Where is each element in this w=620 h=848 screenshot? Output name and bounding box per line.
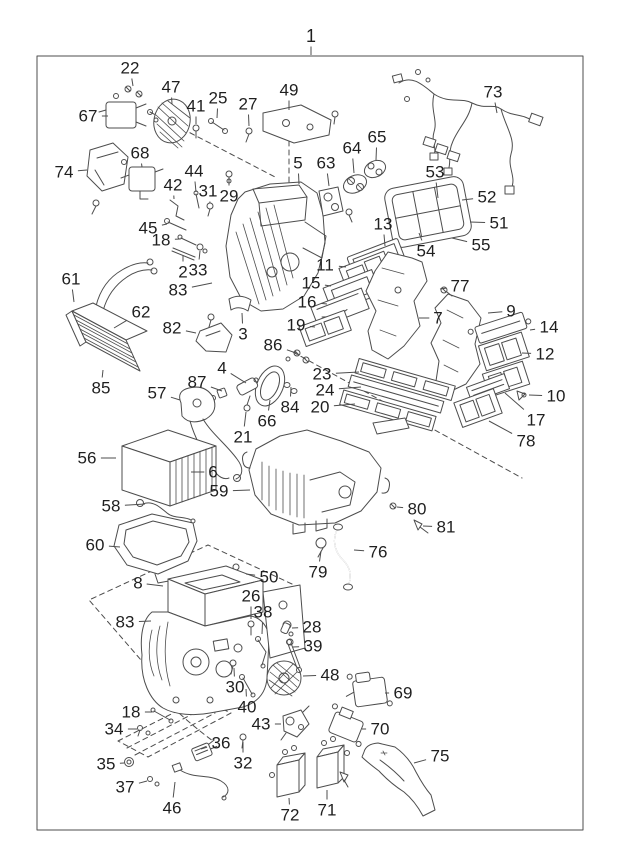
part-label-1: 1 <box>305 26 317 46</box>
part-screws-22 <box>125 86 142 97</box>
part-label-19: 19 <box>286 315 306 335</box>
part-label-29: 29 <box>219 186 239 206</box>
part-label-9: 9 <box>506 301 516 321</box>
part-label-24: 24 <box>315 380 335 400</box>
part-label-3: 3 <box>238 324 248 344</box>
part-frame-78 <box>454 389 502 428</box>
part-label-21: 21 <box>233 427 253 447</box>
part-bracket-82 <box>196 314 232 352</box>
leader-line-80 <box>397 507 403 508</box>
leader-line-38 <box>262 623 263 635</box>
part-label-6: 6 <box>208 462 218 482</box>
part-grommet-65 <box>362 157 389 181</box>
part-label-11: 11 <box>316 255 334 275</box>
part-label-66: 66 <box>257 411 277 431</box>
leader-line-55 <box>452 238 467 242</box>
part-label-68: 68 <box>130 143 150 163</box>
part-label-18: 18 <box>151 230 171 250</box>
part-label-49: 49 <box>279 80 299 100</box>
leader-line-63 <box>327 174 329 187</box>
part-label-53: 53 <box>425 162 445 182</box>
leader-line-58 <box>125 504 145 505</box>
part-label-79: 79 <box>308 562 328 582</box>
part-label-37: 37 <box>115 777 135 797</box>
part-label-30: 30 <box>225 677 245 697</box>
part-clip-10 <box>517 391 526 400</box>
part-label-15: 15 <box>301 273 321 293</box>
leader-line-76 <box>354 550 364 551</box>
part-label-56: 56 <box>77 448 97 468</box>
part-label-78: 78 <box>516 431 536 451</box>
part-label-40: 40 <box>237 697 257 717</box>
leader-line-37 <box>139 781 147 783</box>
leader-line-33 <box>199 251 200 260</box>
part-label-80: 80 <box>407 499 427 519</box>
part-label-70: 70 <box>370 719 390 739</box>
part-evaporator-56-6 <box>122 430 216 506</box>
part-screw-80 <box>390 503 396 509</box>
part-label-69: 69 <box>393 683 413 703</box>
part-label-50: 50 <box>259 567 279 587</box>
part-hose-76 <box>334 524 353 590</box>
part-label-31: 31 <box>198 181 218 201</box>
part-label-12: 12 <box>535 344 555 364</box>
part-label-18-2: 18 <box>121 702 141 722</box>
part-label-5: 5 <box>293 153 303 173</box>
part-label-10: 10 <box>546 386 566 406</box>
part-label-45: 45 <box>138 218 158 238</box>
part-label-52: 52 <box>477 187 497 207</box>
leader-line-22 <box>132 79 133 87</box>
part-label-33: 33 <box>188 260 208 280</box>
leader-line-27 <box>249 115 250 127</box>
part-label-8: 8 <box>133 573 143 593</box>
leader-line-75 <box>414 760 426 763</box>
part-label-65: 65 <box>367 127 387 147</box>
part-label-55: 55 <box>471 235 491 255</box>
part-label-27: 27 <box>238 94 258 114</box>
leader-line-64 <box>353 159 354 174</box>
part-tray-60 <box>114 514 197 583</box>
leader-line-84 <box>291 387 292 397</box>
leader-line-25 <box>217 109 218 119</box>
part-label-26: 26 <box>241 586 261 606</box>
part-label-22: 22 <box>120 58 140 78</box>
part-label-83: 83 <box>168 280 188 300</box>
leader-line-48 <box>303 676 316 677</box>
part-label-61: 61 <box>61 269 81 289</box>
leader-line-68 <box>142 164 143 168</box>
leader-line-16 <box>321 303 327 304</box>
part-label-77: 77 <box>450 276 470 296</box>
leader-line-44 <box>195 182 196 193</box>
leader-line-10 <box>529 395 542 396</box>
leader-line-19 <box>310 327 315 328</box>
part-label-67: 67 <box>78 106 98 126</box>
leader-line-59 <box>233 490 250 491</box>
part-label-59: 59 <box>209 481 229 501</box>
leader-line-65 <box>376 148 377 161</box>
part-strip-3 <box>229 296 251 311</box>
part-air-guide-74 <box>87 143 128 214</box>
leader-line-9 <box>488 312 502 313</box>
part-label-46: 46 <box>162 798 182 818</box>
part-duct-75 <box>340 743 435 816</box>
leader-line-21 <box>244 412 246 427</box>
part-label-13: 13 <box>373 214 393 234</box>
part-label-36: 36 <box>211 733 231 753</box>
part-label-64: 64 <box>342 138 362 158</box>
leader-line-8 <box>147 584 163 586</box>
part-label-4: 4 <box>217 358 227 378</box>
part-label-86: 86 <box>263 335 283 355</box>
part-label-58: 58 <box>101 496 121 516</box>
part-grille-51-52 <box>383 175 473 249</box>
part-label-72: 72 <box>280 805 300 825</box>
leader-line-83-2 <box>139 621 151 622</box>
part-label-71: 71 <box>317 800 337 820</box>
leader-line-4 <box>231 373 246 383</box>
part-actuator-69 <box>343 669 392 712</box>
leader-line-83 <box>192 283 212 287</box>
part-label-51: 51 <box>489 213 509 233</box>
part-label-81: 81 <box>436 517 456 537</box>
part-label-57: 57 <box>147 383 167 403</box>
part-label-74: 74 <box>54 162 74 182</box>
leader-line-82 <box>186 331 196 333</box>
leader-line-85 <box>102 370 103 378</box>
part-label-32: 32 <box>233 753 253 773</box>
part-label-23: 23 <box>312 364 332 384</box>
part-actuator-70 <box>322 703 372 747</box>
leader-line-3 <box>242 313 243 324</box>
part-label-34: 34 <box>104 719 124 739</box>
part-wiring-cluster <box>125 708 229 800</box>
part-label-54: 54 <box>416 241 436 261</box>
part-label-48: 48 <box>320 665 340 685</box>
part-lever-43 <box>281 706 309 740</box>
part-relay-72 <box>270 746 306 798</box>
part-label-62: 62 <box>131 302 151 322</box>
diagram-artwork <box>37 56 583 830</box>
part-label-16: 16 <box>297 292 317 312</box>
leader-line-11 <box>339 266 346 267</box>
part-label-76: 76 <box>368 542 388 562</box>
part-label-60: 60 <box>85 535 105 555</box>
leader-line-51 <box>470 222 485 223</box>
part-label-28: 28 <box>302 617 322 637</box>
callout-labels <box>55 26 566 825</box>
leader-line-61 <box>72 290 74 303</box>
leader-line-5 <box>299 174 300 185</box>
part-lower-case-59 <box>243 418 410 534</box>
part-bracket-49 <box>263 105 338 143</box>
part-label-20: 20 <box>310 397 330 417</box>
part-label-39: 39 <box>303 636 323 656</box>
part-label-85: 85 <box>91 378 111 398</box>
leader-line-78 <box>489 421 512 434</box>
part-label-7: 7 <box>433 308 443 328</box>
leader-line-46 <box>173 782 175 798</box>
part-grommet-64 <box>341 171 370 196</box>
part-label-87: 87 <box>187 372 207 392</box>
part-wire-harness-73 <box>392 70 543 195</box>
part-label-83-2: 83 <box>115 612 135 632</box>
part-label-41: 41 <box>186 96 206 116</box>
part-label-75: 75 <box>430 746 450 766</box>
leader-line-74 <box>78 170 87 171</box>
part-label-25: 25 <box>208 88 228 108</box>
part-label-63: 63 <box>316 153 336 173</box>
part-label-44: 44 <box>184 161 204 181</box>
part-label-35: 35 <box>96 754 116 774</box>
part-label-2: 2 <box>178 262 188 282</box>
leader-line-14 <box>530 329 535 330</box>
part-label-43: 43 <box>251 714 271 734</box>
part-label-38: 38 <box>253 602 273 622</box>
part-label-42: 42 <box>163 175 183 195</box>
leader-line-77 <box>440 288 446 289</box>
part-label-73: 73 <box>483 82 503 102</box>
part-label-14: 14 <box>539 317 559 337</box>
leader-line-45 <box>162 224 167 225</box>
part-label-17: 17 <box>526 410 546 430</box>
part-label-84: 84 <box>280 397 300 417</box>
leader-line-73 <box>495 103 497 114</box>
part-label-47: 47 <box>161 77 181 97</box>
part-screws-86 <box>286 350 309 363</box>
part-label-82: 82 <box>162 318 182 338</box>
part-blower-motor-67 <box>99 94 146 129</box>
leader-line-57 <box>171 397 180 400</box>
